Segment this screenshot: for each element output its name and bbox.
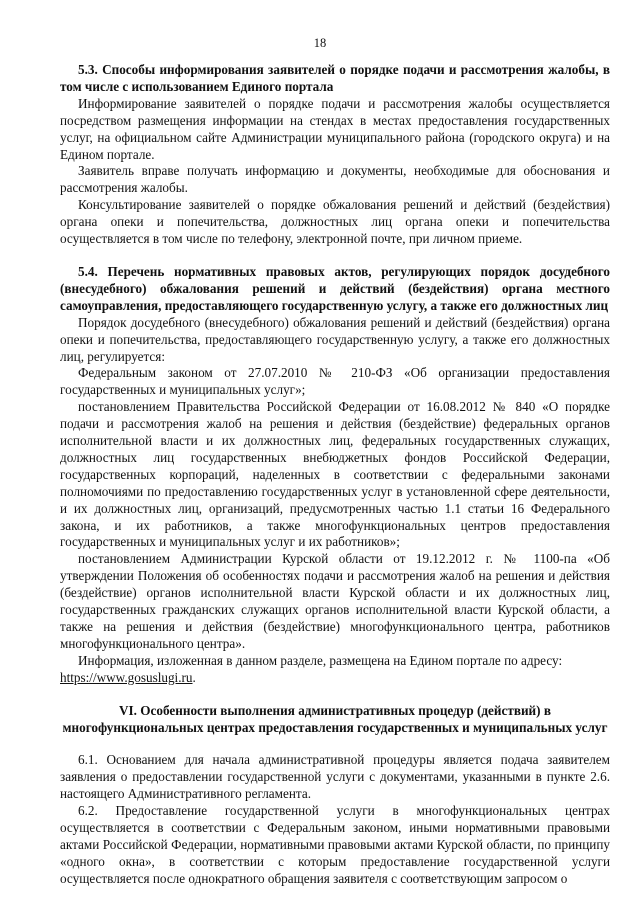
section-6-paragraph: 6.2. Предоставление государственной услуги в многофункциональных центрах осуществляется в соответствии с Федеральным законом, иными нормативными правовыми актами Российской Федерации, нормативными правовыми актами Курской области, по принципу «одного окна», в соответствии с которым предоставление государственной услуги осуществляется после однократного обращения заявителя с соответствующим запросом о: [60, 803, 610, 886]
section-5-4-heading: 5.4. Перечень нормативных правовых актов, регулирующих порядок досудебного (внесудебного) обжалования решений и действий (бездействия) органа местного самоуправления, предоставляющего государственную услугу, а также его должностных лиц: [60, 263, 610, 313]
portal-link[interactable]: https://www.gosuslugi.ru: [60, 669, 193, 685]
section-spacer: [60, 736, 610, 752]
section-5-3-paragraph: Консультирование заявителей о порядке обжалования решений и действий (бездействия) органа опеки и попечительства, должностных лиц органа опеки и попечительства осуществляется в том числе по телефону, электронной почте, при личном приеме.: [60, 197, 610, 247]
section-5-3-paragraph: Заявитель вправе получать информацию и документы, необходимые для обоснования и рассмотрения жалобы.: [60, 163, 610, 196]
section-spacer: [60, 248, 610, 264]
section-5-4-paragraph: Порядок досудебного (внесудебного) обжалования решений и действий (бездействия) органа опеки и попечительства, предоставляющего государственную услугу, а также его должностных лиц, регулируется:: [60, 314, 610, 364]
section-6-paragraph: 6.1. Основанием для начала административной процедуры является подача заявителем заявления о предоставлении государственной услуги с документами, указанными в пункте 2.6. настоящего Административного регламента.: [60, 752, 610, 802]
section-5-3-heading: 5.3. Способы информирования заявителей о порядке подачи и рассмотрения жалобы, в том числе с использованием Единого портала: [60, 62, 610, 94]
section-5-3-paragraph: Информирование заявителей о порядке подачи и рассмотрения жалобы осуществляется посредством размещения информации на стендах в местах предоставления государственных услуг, на официальном сайте Администрации муниципального района (городского округа) и на Едином портале.: [60, 95, 610, 162]
section-6-heading: VI. Особенности выполнения административных процедур (действий) в многофункциональных центрах предоставления государственных и муниципальных услуг: [62, 702, 608, 735]
section-5-4-paragraph: Федеральным законом от 27.07.2010 № 210-ФЗ «Об организации предоставления государственных и муниципальных услуг»;: [60, 365, 610, 398]
section-5-4-paragraph: постановлением Правительства Российской Федерации от 16.08.2012 № 840 «О порядке подачи и рассмотрения жалоб на решения и действия (бездействие) федеральных органов исполнительной власти и их должностных лиц, федеральных государственных служащих, должностных лиц государственных внебюджетных фондов Российской Федерации, государственных корпораций, наделенных в соответствии с федеральными законами полномочиями по предоставлению государственных услуг в установленной сфере деятельности, и их должностных лиц, организаций, предусмотренных частью 1.1 статьи 16 Федерального закона, и их работников, а также многофункциональных центров предоставления государственных и муниципальных услуг и их работников»;: [60, 399, 610, 550]
page-content: [60, 62, 610, 888]
page-number: 18: [313, 36, 327, 50]
section-5-4-paragraph: Информация, изложенная в данном разделе, размещена на Едином портале по адресу:: [78, 652, 563, 668]
section-5-4-paragraph: постановлением Администрации Курской области от 19.12.2012 г. № 1100-па «Об утверждении Положения об особенностях подачи и рассмотрения жалоб на решения и действия (бездействие) органов исполнительной власти Курской области и их должностных лиц, государственных гражданских служащих органов исполнительной власти Курской области, а также на решения и действия (бездействие) многофункционального центра, работников многофункционального центра».: [60, 551, 610, 651]
portal-link-period: .: [192, 669, 196, 685]
section-spacer: [60, 687, 610, 703]
portal-link-line: [60, 670, 610, 687]
